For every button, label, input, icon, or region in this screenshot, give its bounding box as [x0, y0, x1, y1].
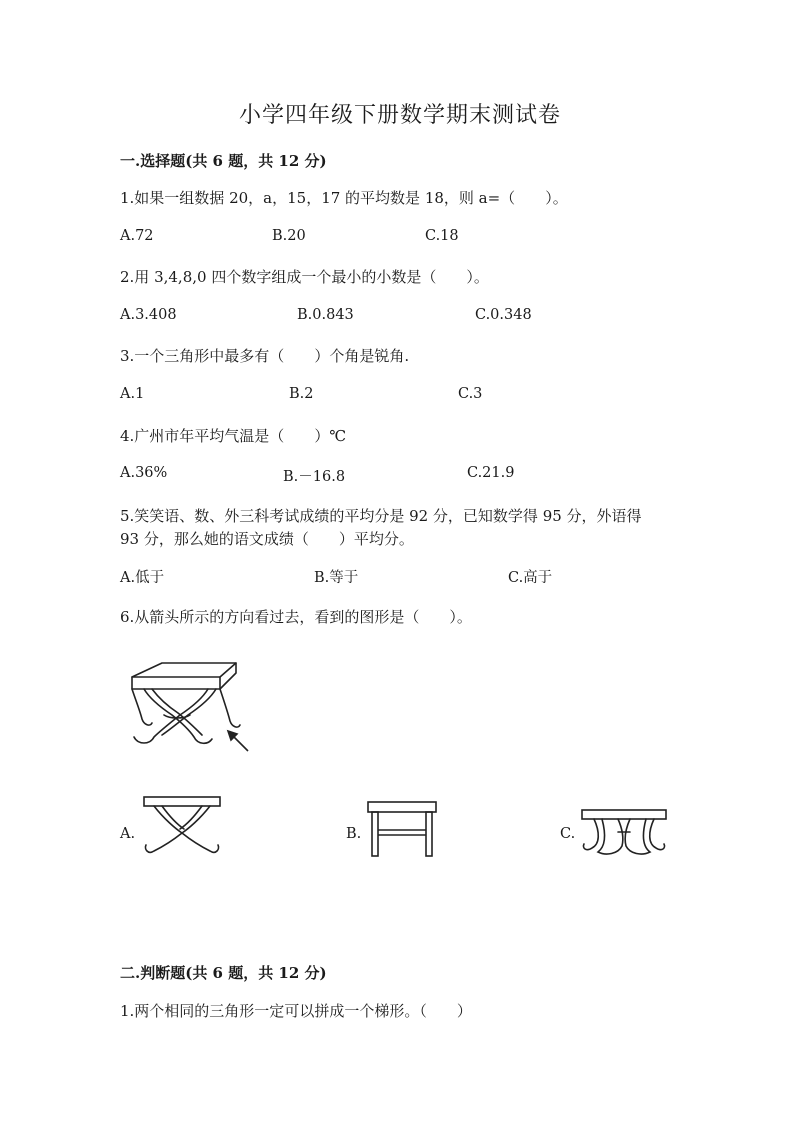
- q5-option-b[interactable]: B.等于: [314, 570, 359, 586]
- q5-option-a[interactable]: A.低于: [120, 570, 165, 586]
- q6-option-c[interactable]: C.: [560, 826, 576, 842]
- q2-option-a[interactable]: A.3.408: [120, 307, 177, 323]
- question-5-line-1: 5.笑笑语、数、外三科考试成绩的平均分是 92 分，已知数学得 95 分，外语得: [120, 507, 642, 525]
- q5-option-c[interactable]: C.高于: [508, 570, 553, 586]
- q6-option-b-figure[interactable]: [366, 800, 438, 860]
- q1-option-b[interactable]: B.20: [272, 228, 306, 244]
- q2-option-b[interactable]: B.0.843: [297, 307, 354, 323]
- question-2: 2.用 3,4,8,0 四个数字组成一个最小的小数是（ ）。: [120, 268, 489, 286]
- arrow-icon: [228, 731, 248, 751]
- q6-option-a[interactable]: A.: [120, 826, 136, 842]
- stool-figure: [120, 655, 260, 755]
- question-6: 6.从箭头所示的方向看过去，看到的图形是（ ）。: [120, 608, 472, 626]
- q3-option-a[interactable]: A.1: [120, 386, 145, 402]
- question-3: 3.一个三角形中最多有（ ）个角是锐角.: [120, 347, 410, 365]
- page-title: 小学四年级下册数学期末测试卷: [238, 103, 561, 128]
- q6-option-b[interactable]: B.: [346, 826, 362, 842]
- q4-option-b[interactable]: B.－16.8: [283, 469, 346, 485]
- question-5-line-2: 93 分，那么她的语文成绩（ ）平均分。: [120, 530, 414, 548]
- q3-option-b[interactable]: B.2: [289, 386, 314, 402]
- section-1-heading: 一.选择题(共 6 题，共 12 分): [120, 152, 327, 170]
- q4-option-a[interactable]: A.36%: [120, 465, 168, 481]
- q3-option-c[interactable]: C.3: [458, 386, 483, 402]
- q1-option-a[interactable]: A.72: [120, 228, 154, 244]
- q2-option-c[interactable]: C.0.348: [475, 307, 532, 323]
- q4-option-c[interactable]: C.21.9: [467, 465, 515, 481]
- section-2-heading: 二.判断题(共 6 题，共 12 分): [120, 964, 327, 982]
- question-4: 4.广州市年平均气温是（ ）℃: [120, 427, 347, 445]
- question-1: 1.如果一组数据 20，a，15，17 的平均数是 18，则 a=（ ）。: [120, 189, 568, 207]
- q6-option-c-figure[interactable]: [578, 808, 670, 860]
- section-2-question-1: 1.两个相同的三角形一定可以拼成一个梯形。（ ）: [120, 1002, 472, 1020]
- q1-option-c[interactable]: C.18: [425, 228, 459, 244]
- q6-option-a-figure[interactable]: [140, 795, 225, 860]
